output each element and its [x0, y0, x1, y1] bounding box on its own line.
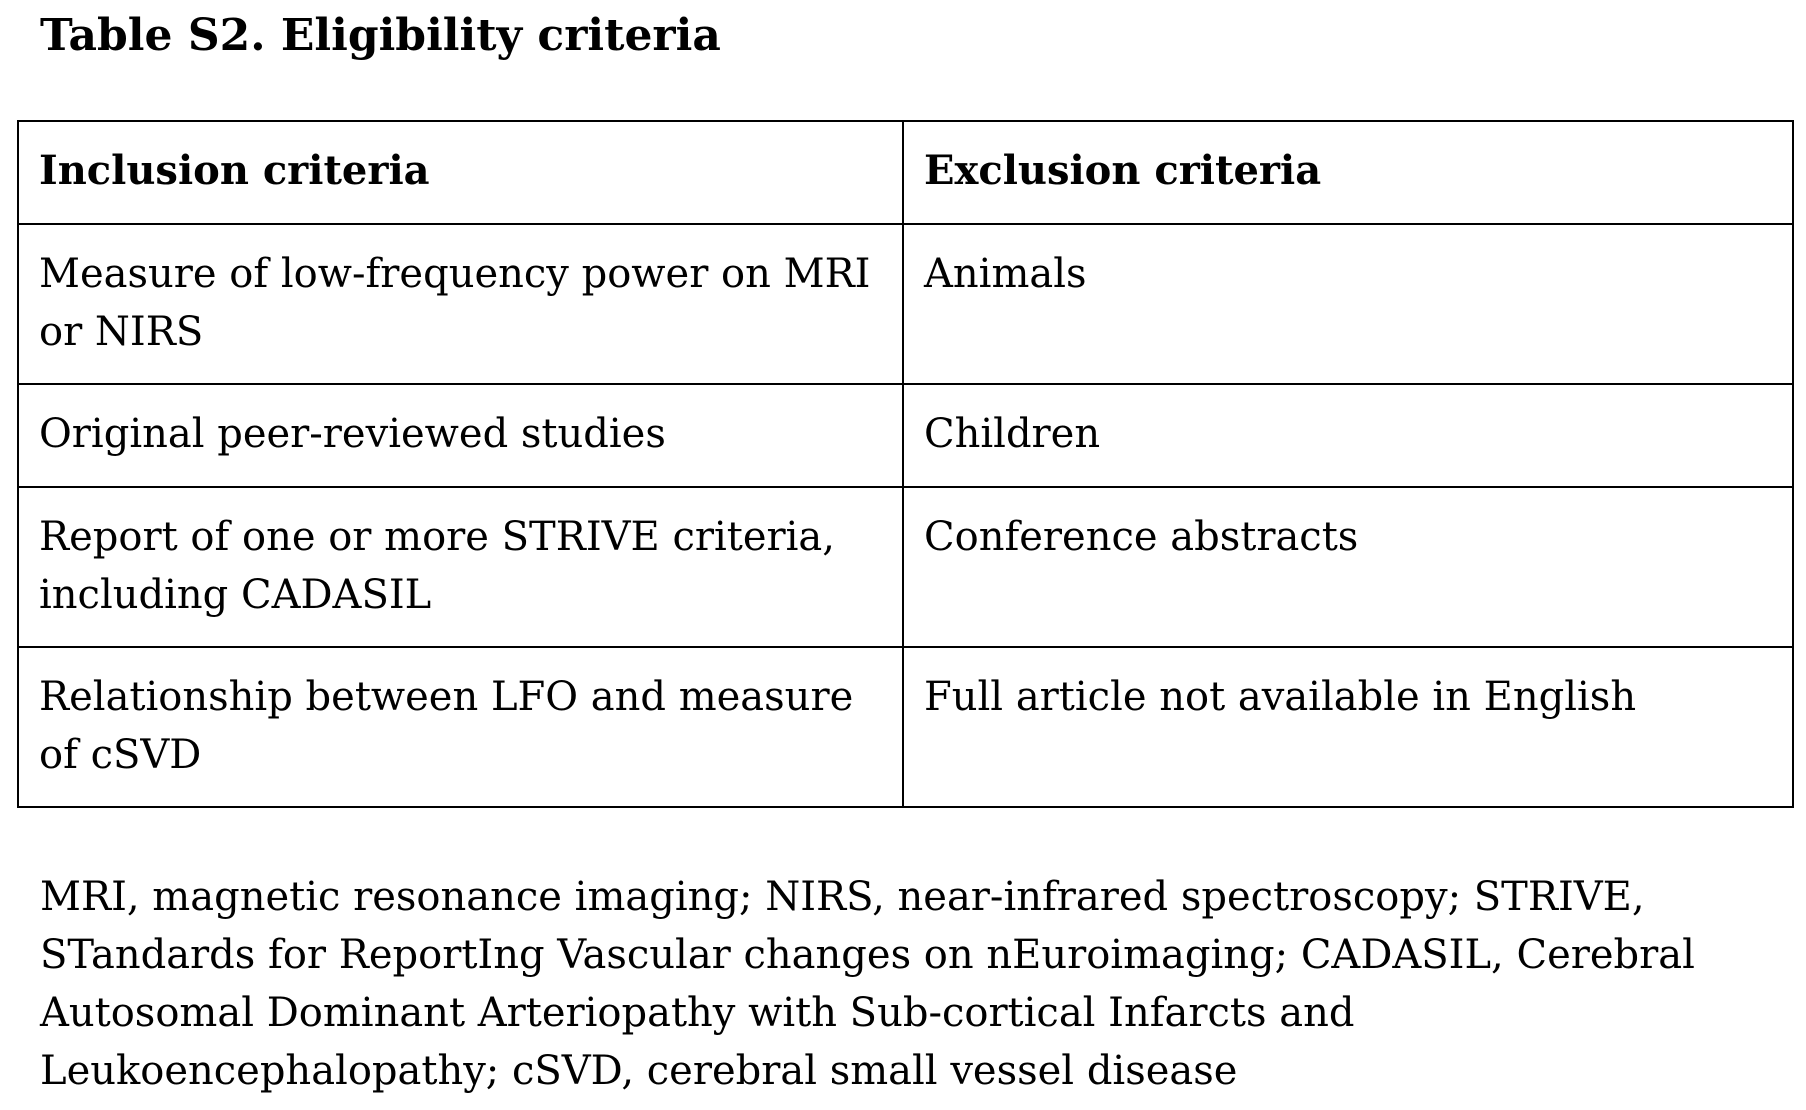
inclusion-cell: Original peer-reviewed studies — [18, 384, 903, 487]
exclusion-cell: Conference abstracts — [903, 487, 1793, 647]
table-header-row — [18, 121, 1793, 224]
exclusion-cell: Children — [903, 384, 1793, 487]
exclusion-header: Exclusion criteria — [903, 121, 1793, 224]
inclusion-header: Inclusion criteria — [18, 121, 903, 224]
inclusion-cell: Relationship between LFO and measure of cSVD — [18, 647, 903, 807]
eligibility-table — [17, 120, 1794, 808]
exclusion-cell: Animals — [903, 224, 1793, 384]
exclusion-cell: Full article not available in English — [903, 647, 1793, 807]
table-title: Table S2. Eligibility criteria — [40, 10, 721, 61]
table-row — [18, 224, 1793, 384]
table-row — [18, 487, 1793, 647]
inclusion-cell: Measure of low-frequency power on MRI or NIRS — [18, 224, 903, 384]
table-row — [18, 384, 1793, 487]
inclusion-cell: Report of one or more STRIVE criteria, including CADASIL — [18, 487, 903, 647]
table-row — [18, 647, 1793, 807]
table-footnote: MRI, magnetic resonance imaging; NIRS, near-infrared spectroscopy; STRIVE, STandards for ReportIng Vascular changes on nEuroimaging; CADASIL, Cerebral Autosomal Dominant Arteriopathy with Sub-cortical Infarcts and Leukoencephalopathy; cSVD, cerebral small vessel disease — [40, 874, 1695, 1094]
